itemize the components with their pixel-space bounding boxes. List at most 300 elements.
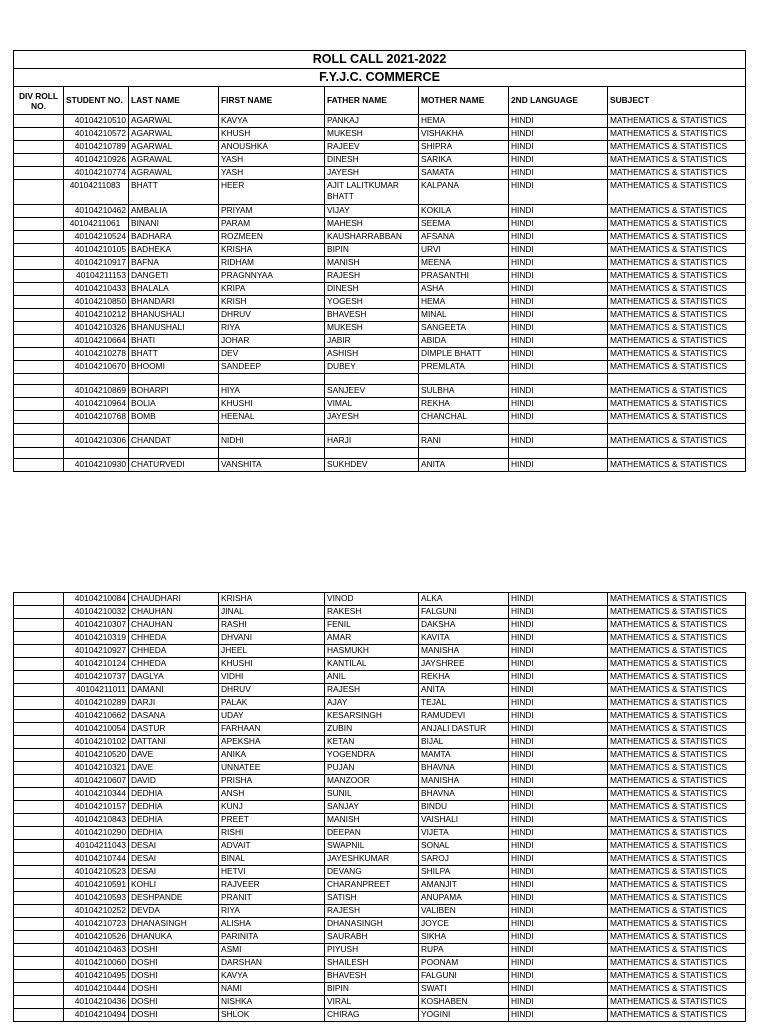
- blank-cell: [64, 374, 129, 385]
- mother-name-cell: POONAM: [419, 957, 509, 970]
- student-no-cell: 40104210744: [64, 853, 129, 866]
- blank-cell: [608, 448, 746, 459]
- student-no-cell: 40104210723: [64, 918, 129, 931]
- blank-cell: [509, 448, 608, 459]
- div-roll-no-cell: [14, 361, 64, 374]
- first-name-cell: RASHI: [219, 619, 325, 632]
- div-roll-no-cell: [14, 385, 64, 398]
- first-name-cell: YASH: [219, 167, 325, 180]
- student-no-cell: 40104210572: [64, 128, 129, 141]
- student-no-cell: 40104210326: [64, 322, 129, 335]
- mother-name-cell: BIJAL: [419, 736, 509, 749]
- last-name-cell: DAVE: [129, 749, 219, 762]
- last-name-cell: DAVE: [129, 762, 219, 775]
- first-name-cell: VIDHI: [219, 671, 325, 684]
- last-name-cell: DESAI: [129, 853, 219, 866]
- header-row: [14, 87, 746, 115]
- table-row: [14, 853, 746, 866]
- father-name-cell: JAYESH: [325, 411, 419, 424]
- father-name-cell: AJIT LALITKUMAR BHATT: [325, 180, 419, 205]
- last-name-cell: DANGETI: [129, 270, 219, 283]
- last-name-cell: DASTUR: [129, 723, 219, 736]
- last-name-cell: DOSHI: [129, 970, 219, 983]
- table-row: [14, 814, 746, 827]
- language-cell: HINDI: [509, 827, 608, 840]
- div-roll-no-cell: [14, 931, 64, 944]
- subject-cell: MATHEMATICS & STATISTICS: [608, 606, 746, 619]
- last-name-cell: BHATT: [129, 348, 219, 361]
- language-cell: HINDI: [509, 398, 608, 411]
- student-no-cell: 40104210157: [64, 801, 129, 814]
- student-no-cell: 40104210737: [64, 671, 129, 684]
- subject-cell: MATHEMATICS & STATISTICS: [608, 957, 746, 970]
- table-row: [14, 905, 746, 918]
- div-roll-no-cell: [14, 154, 64, 167]
- language-cell: HINDI: [509, 762, 608, 775]
- mother-name-cell: ANJALI DASTUR: [419, 723, 509, 736]
- language-cell: HINDI: [509, 348, 608, 361]
- father-name-cell: KAUSHARRABBAN: [325, 231, 419, 244]
- div-roll-no-cell: [14, 632, 64, 645]
- subject-cell: MATHEMATICS & STATISTICS: [608, 459, 746, 472]
- subject-cell: MATHEMATICS & STATISTICS: [608, 736, 746, 749]
- div-roll-no-cell: [14, 606, 64, 619]
- blank-cell: [325, 374, 419, 385]
- table-row: [14, 658, 746, 671]
- language-cell: HINDI: [509, 918, 608, 931]
- father-name-cell: MUKESH: [325, 128, 419, 141]
- table-row: [14, 231, 746, 244]
- first-name-cell: PREET: [219, 814, 325, 827]
- last-name-cell: AGRAWAL: [129, 154, 219, 167]
- header-div-roll-no: DIV ROLL NO.: [14, 87, 64, 115]
- table-row: [14, 141, 746, 154]
- language-cell: HINDI: [509, 684, 608, 697]
- father-name-cell: VIJAY: [325, 205, 419, 218]
- mother-name-cell: RANI: [419, 435, 509, 448]
- blank-cell: [219, 448, 325, 459]
- subject-cell: MATHEMATICS & STATISTICS: [608, 866, 746, 879]
- subject-cell: MATHEMATICS & STATISTICS: [608, 879, 746, 892]
- mother-name-cell: AFSANA: [419, 231, 509, 244]
- mother-name-cell: FALGUNI: [419, 970, 509, 983]
- div-roll-no-cell: [14, 944, 64, 957]
- last-name-cell: BOMB: [129, 411, 219, 424]
- div-roll-no-cell: [14, 749, 64, 762]
- table-row: [14, 606, 746, 619]
- mother-name-cell: ASHA: [419, 283, 509, 296]
- father-name-cell: SWAPNIL: [325, 840, 419, 853]
- subject-cell: MATHEMATICS & STATISTICS: [608, 762, 746, 775]
- table-row: [14, 996, 746, 1009]
- div-roll-no-cell: [14, 435, 64, 448]
- first-name-cell: ROZMEEN: [219, 231, 325, 244]
- first-name-cell: UNNATEE: [219, 762, 325, 775]
- father-name-cell: RAJEEV: [325, 141, 419, 154]
- mother-name-cell: MEENA: [419, 257, 509, 270]
- student-no-cell: 40104210591: [64, 879, 129, 892]
- student-no-cell: 40104210306: [64, 435, 129, 448]
- table-row: [14, 154, 746, 167]
- div-roll-no-cell: [14, 309, 64, 322]
- first-name-cell: KRIPA: [219, 283, 325, 296]
- language-cell: HINDI: [509, 361, 608, 374]
- father-name-cell: MANZOOR: [325, 775, 419, 788]
- language-cell: HINDI: [509, 905, 608, 918]
- father-name-cell: BIPIN: [325, 244, 419, 257]
- language-cell: HINDI: [509, 435, 608, 448]
- div-roll-no-cell: [14, 218, 64, 231]
- subject-cell: MATHEMATICS & STATISTICS: [608, 348, 746, 361]
- father-name-cell: ASHISH: [325, 348, 419, 361]
- subject-cell: MATHEMATICS & STATISTICS: [608, 918, 746, 931]
- last-name-cell: DOSHI: [129, 1009, 219, 1022]
- table-row: [14, 619, 746, 632]
- last-name-cell: DOSHI: [129, 944, 219, 957]
- first-name-cell: PARINITA: [219, 931, 325, 944]
- mother-name-cell: PREMLATA: [419, 361, 509, 374]
- father-name-cell: SUNIL: [325, 788, 419, 801]
- blank-cell: [129, 448, 219, 459]
- subject-cell: MATHEMATICS & STATISTICS: [608, 322, 746, 335]
- student-no-cell: 40104210289: [64, 697, 129, 710]
- last-name-cell: BHANDARI: [129, 296, 219, 309]
- first-name-cell: DHRUV: [219, 684, 325, 697]
- father-name-cell: SATISH: [325, 892, 419, 905]
- first-name-cell: KAVYA: [219, 115, 325, 128]
- mother-name-cell: JAYSHREE: [419, 658, 509, 671]
- table-row: [14, 749, 746, 762]
- subject-cell: MATHEMATICS & STATISTICS: [608, 892, 746, 905]
- last-name-cell: DEDHIA: [129, 801, 219, 814]
- mother-name-cell: PRASANTHI: [419, 270, 509, 283]
- language-cell: HINDI: [509, 879, 608, 892]
- first-name-cell: PARAM: [219, 218, 325, 231]
- last-name-cell: CHHEDA: [129, 632, 219, 645]
- blank-cell: [419, 448, 509, 459]
- subject-cell: MATHEMATICS & STATISTICS: [608, 801, 746, 814]
- table-row: [14, 983, 746, 996]
- mother-name-cell: RUPA: [419, 944, 509, 957]
- father-name-cell: VINOD: [325, 593, 419, 606]
- first-name-cell: PRISHA: [219, 775, 325, 788]
- div-roll-no-cell: [14, 762, 64, 775]
- student-no-cell: 40104210278: [64, 348, 129, 361]
- father-name-cell: MANISH: [325, 814, 419, 827]
- mother-name-cell: ALKA: [419, 593, 509, 606]
- last-name-cell: CHAUHAN: [129, 606, 219, 619]
- subject-cell: MATHEMATICS & STATISTICS: [608, 593, 746, 606]
- student-no-cell: 40104210768: [64, 411, 129, 424]
- father-name-cell: DHANASINGH: [325, 918, 419, 931]
- mother-name-cell: KAVITA: [419, 632, 509, 645]
- first-name-cell: PRAGNNYAA: [219, 270, 325, 283]
- language-cell: HINDI: [509, 996, 608, 1009]
- div-roll-no-cell: [14, 671, 64, 684]
- div-roll-no-cell: [14, 827, 64, 840]
- mother-name-cell: SHIPRA: [419, 141, 509, 154]
- table-row: [14, 970, 746, 983]
- table-row: [14, 435, 746, 448]
- first-name-cell: RISHI: [219, 827, 325, 840]
- table-row: [14, 684, 746, 697]
- language-cell: HINDI: [509, 619, 608, 632]
- student-no-cell: 40104210843: [64, 814, 129, 827]
- father-name-cell: VIRAL: [325, 996, 419, 1009]
- last-name-cell: DHANUKA: [129, 931, 219, 944]
- blank-cell: [325, 424, 419, 435]
- last-name-cell: DEDHIA: [129, 788, 219, 801]
- first-name-cell: KHUSHI: [219, 658, 325, 671]
- first-name-cell: ADVAIT: [219, 840, 325, 853]
- first-name-cell: RIDHAM: [219, 257, 325, 270]
- first-name-cell: RIYA: [219, 905, 325, 918]
- language-cell: HINDI: [509, 270, 608, 283]
- blank-cell: [325, 448, 419, 459]
- student-no-cell: 40104211043: [64, 840, 129, 853]
- father-name-cell: MAHESH: [325, 218, 419, 231]
- student-no-cell: 40104210850: [64, 296, 129, 309]
- father-name-cell: SHAILESH: [325, 957, 419, 970]
- mother-name-cell: FALGUNI: [419, 606, 509, 619]
- table-row: [14, 931, 746, 944]
- header-father-name: FATHER NAME: [325, 87, 419, 115]
- student-no-cell: 40104210463: [64, 944, 129, 957]
- student-no-cell: 40104210344: [64, 788, 129, 801]
- div-roll-no-cell: [14, 801, 64, 814]
- language-cell: HINDI: [509, 788, 608, 801]
- table-row: [14, 257, 746, 270]
- mother-name-cell: MINAL: [419, 309, 509, 322]
- table-row: [14, 1009, 746, 1022]
- language-cell: HINDI: [509, 710, 608, 723]
- student-no-cell: 40104210662: [64, 710, 129, 723]
- first-name-cell: NISHKA: [219, 996, 325, 1009]
- div-roll-no-cell: [14, 283, 64, 296]
- first-name-cell: JHEEL: [219, 645, 325, 658]
- language-cell: HINDI: [509, 1009, 608, 1022]
- mother-name-cell: MANISHA: [419, 775, 509, 788]
- first-name-cell: BINAL: [219, 853, 325, 866]
- div-roll-no-cell: [14, 593, 64, 606]
- subject-cell: MATHEMATICS & STATISTICS: [608, 411, 746, 424]
- mother-name-cell: VISHAKHA: [419, 128, 509, 141]
- subject-cell: MATHEMATICS & STATISTICS: [608, 671, 746, 684]
- blank-cell: [419, 424, 509, 435]
- mother-name-cell: BINDU: [419, 801, 509, 814]
- table-row: [14, 879, 746, 892]
- table-row: [14, 840, 746, 853]
- table-row: [14, 892, 746, 905]
- table-row: [14, 283, 746, 296]
- language-cell: HINDI: [509, 593, 608, 606]
- last-name-cell: DESHPANDE: [129, 892, 219, 905]
- student-no-cell: 40104210252: [64, 905, 129, 918]
- subject-cell: MATHEMATICS & STATISTICS: [608, 115, 746, 128]
- blank-cell: [509, 374, 608, 385]
- first-name-cell: PALAK: [219, 697, 325, 710]
- mother-name-cell: MANISHA: [419, 645, 509, 658]
- subject-cell: MATHEMATICS & STATISTICS: [608, 983, 746, 996]
- div-roll-no-cell: [14, 866, 64, 879]
- first-name-cell: HIYA: [219, 385, 325, 398]
- subject-cell: MATHEMATICS & STATISTICS: [608, 335, 746, 348]
- subject-cell: MATHEMATICS & STATISTICS: [608, 749, 746, 762]
- table-row: [14, 632, 746, 645]
- first-name-cell: ANSH: [219, 788, 325, 801]
- subject-cell: MATHEMATICS & STATISTICS: [608, 788, 746, 801]
- student-no-cell: 40104210054: [64, 723, 129, 736]
- language-cell: HINDI: [509, 141, 608, 154]
- father-name-cell: MUKESH: [325, 322, 419, 335]
- language-cell: HINDI: [509, 814, 608, 827]
- last-name-cell: DASANA: [129, 710, 219, 723]
- blank-cell: [14, 424, 64, 435]
- student-no-cell: 40104210930: [64, 459, 129, 472]
- table-row: [14, 270, 746, 283]
- div-roll-no-cell: [14, 710, 64, 723]
- blank-cell: [64, 448, 129, 459]
- language-cell: HINDI: [509, 180, 608, 205]
- div-roll-no-cell: [14, 180, 64, 205]
- last-name-cell: DESAI: [129, 840, 219, 853]
- subject-cell: MATHEMATICS & STATISTICS: [608, 931, 746, 944]
- last-name-cell: BOHARPI: [129, 385, 219, 398]
- subject-cell: MATHEMATICS & STATISTICS: [608, 244, 746, 257]
- first-name-cell: UDAY: [219, 710, 325, 723]
- last-name-cell: AGARWAL: [129, 115, 219, 128]
- father-name-cell: PIYUSH: [325, 944, 419, 957]
- language-cell: HINDI: [509, 335, 608, 348]
- table-row: [14, 866, 746, 879]
- father-name-cell: RAJESH: [325, 270, 419, 283]
- mother-name-cell: HEMA: [419, 115, 509, 128]
- student-no-cell: 40104210307: [64, 619, 129, 632]
- first-name-cell: RAJVEER: [219, 879, 325, 892]
- subject-cell: MATHEMATICS & STATISTICS: [608, 167, 746, 180]
- father-name-cell: JAYESHKUMAR: [325, 853, 419, 866]
- mother-name-cell: SAROJ: [419, 853, 509, 866]
- student-no-cell: 40104210869: [64, 385, 129, 398]
- table-row: [14, 411, 746, 424]
- div-roll-no-cell: [14, 957, 64, 970]
- div-roll-no-cell: [14, 853, 64, 866]
- father-name-cell: RAJESH: [325, 905, 419, 918]
- div-roll-no-cell: [14, 322, 64, 335]
- last-name-cell: BHANUSHALI: [129, 322, 219, 335]
- table-row: [14, 459, 746, 472]
- div-roll-no-cell: [14, 335, 64, 348]
- student-no-cell: 40104210436: [64, 996, 129, 1009]
- student-no-cell: 40104210102: [64, 736, 129, 749]
- first-name-cell: SANDEEP: [219, 361, 325, 374]
- last-name-cell: DOSHI: [129, 996, 219, 1009]
- first-name-cell: SHLOK: [219, 1009, 325, 1022]
- subject-cell: MATHEMATICS & STATISTICS: [608, 684, 746, 697]
- language-cell: HINDI: [509, 167, 608, 180]
- father-name-cell: HASMUKH: [325, 645, 419, 658]
- first-name-cell: NIDHI: [219, 435, 325, 448]
- mother-name-cell: VIJETA: [419, 827, 509, 840]
- table-row: [14, 309, 746, 322]
- blank-cell: [608, 424, 746, 435]
- last-name-cell: CHHEDA: [129, 658, 219, 671]
- last-name-cell: DEDHIA: [129, 827, 219, 840]
- document-subtitle: F.Y.J.C. COMMERCE: [14, 69, 746, 87]
- mother-name-cell: DIMPLE BHATT: [419, 348, 509, 361]
- subject-cell: MATHEMATICS & STATISTICS: [608, 231, 746, 244]
- last-name-cell: AGRAWAL: [129, 167, 219, 180]
- mother-name-cell: ANUPAMA: [419, 892, 509, 905]
- father-name-cell: DEEPAN: [325, 827, 419, 840]
- subject-cell: MATHEMATICS & STATISTICS: [608, 283, 746, 296]
- last-name-cell: DAGLYA: [129, 671, 219, 684]
- table-row: [14, 385, 746, 398]
- language-cell: HINDI: [509, 244, 608, 257]
- last-name-cell: DAVID: [129, 775, 219, 788]
- language-cell: HINDI: [509, 866, 608, 879]
- father-name-cell: KESARSINGH: [325, 710, 419, 723]
- table-row: [14, 645, 746, 658]
- father-name-cell: BIPIN: [325, 983, 419, 996]
- div-roll-no-cell: [14, 983, 64, 996]
- father-name-cell: BHAVESH: [325, 309, 419, 322]
- last-name-cell: BHOOMI: [129, 361, 219, 374]
- mother-name-cell: MAMTA: [419, 749, 509, 762]
- mother-name-cell: REKHA: [419, 671, 509, 684]
- first-name-cell: NAMI: [219, 983, 325, 996]
- table-row: [14, 348, 746, 361]
- mother-name-cell: RAMUDEVI: [419, 710, 509, 723]
- student-no-cell: 40104210321: [64, 762, 129, 775]
- mother-name-cell: VALIBEN: [419, 905, 509, 918]
- subject-cell: MATHEMATICS & STATISTICS: [608, 658, 746, 671]
- mother-name-cell: SONAL: [419, 840, 509, 853]
- first-name-cell: ANIKA: [219, 749, 325, 762]
- table-row: [14, 128, 746, 141]
- language-cell: HINDI: [509, 296, 608, 309]
- mother-name-cell: BHAVNA: [419, 762, 509, 775]
- last-name-cell: AGARWAL: [129, 141, 219, 154]
- student-no-cell: 40104210290: [64, 827, 129, 840]
- last-name-cell: DHANASINGH: [129, 918, 219, 931]
- father-name-cell: MANISH: [325, 257, 419, 270]
- first-name-cell: ALISHA: [219, 918, 325, 931]
- subject-cell: MATHEMATICS & STATISTICS: [608, 296, 746, 309]
- div-roll-no-cell: [14, 840, 64, 853]
- student-no-cell: 40104210607: [64, 775, 129, 788]
- last-name-cell: DEVDA: [129, 905, 219, 918]
- last-name-cell: DEDHIA: [129, 814, 219, 827]
- father-name-cell: HARJI: [325, 435, 419, 448]
- subject-cell: MATHEMATICS & STATISTICS: [608, 619, 746, 632]
- subject-cell: MATHEMATICS & STATISTICS: [608, 944, 746, 957]
- blank-cell: [64, 424, 129, 435]
- table-row: [14, 801, 746, 814]
- table-row: [14, 398, 746, 411]
- father-name-cell: RAKESH: [325, 606, 419, 619]
- div-roll-no-cell: [14, 645, 64, 658]
- table-row: [14, 296, 746, 309]
- student-no-cell: 40104210105: [64, 244, 129, 257]
- mother-name-cell: DAKSHA: [419, 619, 509, 632]
- div-roll-no-cell: [14, 723, 64, 736]
- last-name-cell: DAMANI: [129, 684, 219, 697]
- mother-name-cell: SARIKA: [419, 154, 509, 167]
- div-roll-no-cell: [14, 231, 64, 244]
- table-row: [14, 723, 746, 736]
- father-name-cell: PANKAJ: [325, 115, 419, 128]
